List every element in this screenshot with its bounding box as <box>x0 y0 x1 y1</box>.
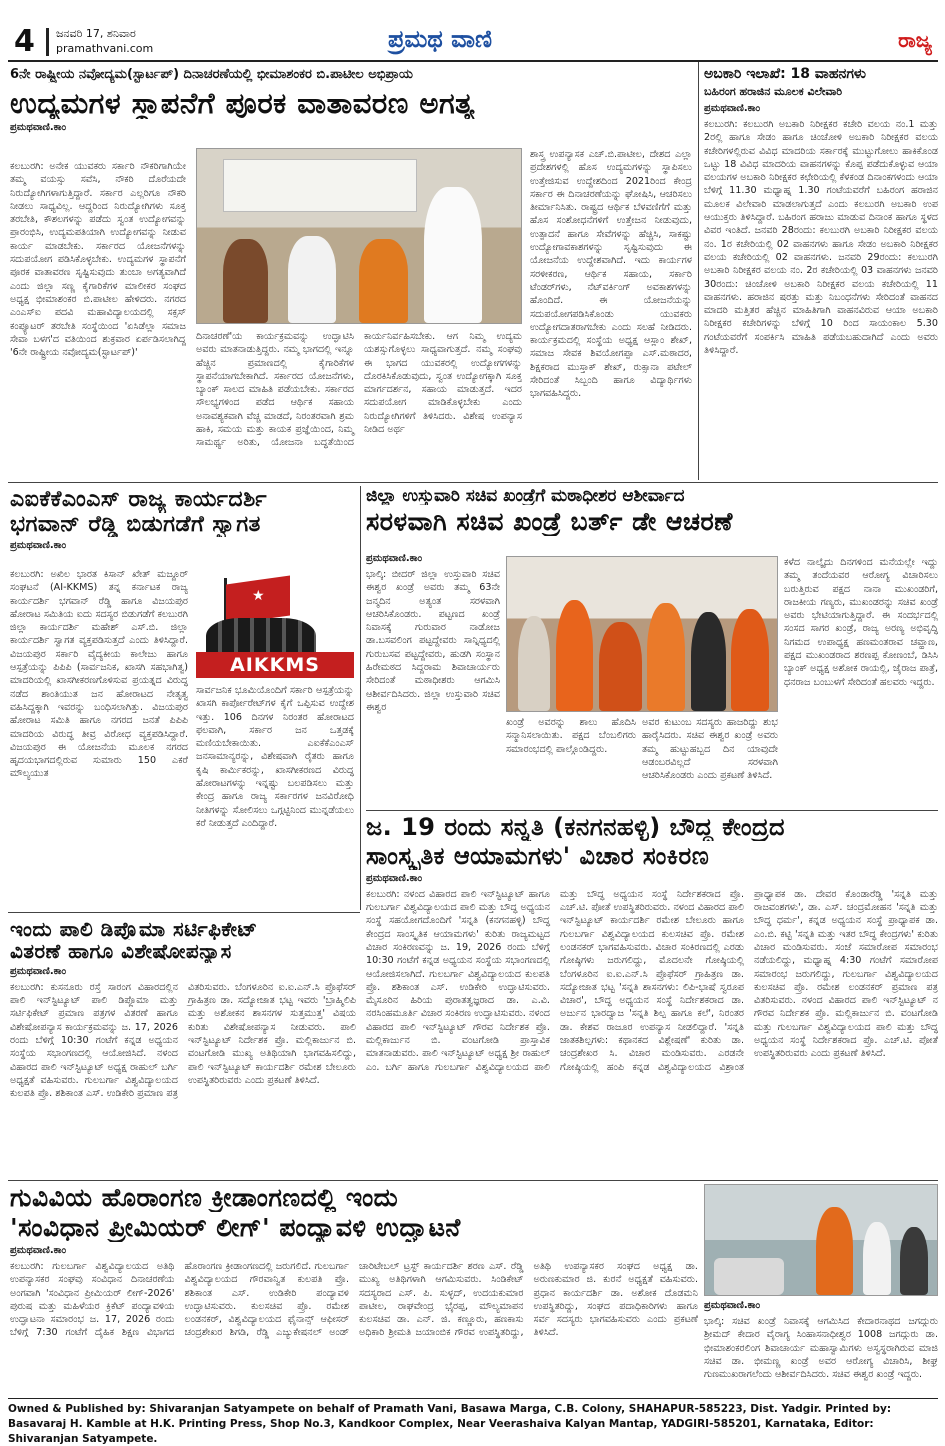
story-headline: ಸರಳವಾಗಿ ಸಚಿವ ಖಂಡ್ರೆ ಬರ್ತ್ ಡೇ ಆಚರಣೆ <box>366 508 733 536</box>
story-credit: ಪ್ರಮಥವಾಣಿ.ಕಾಂ <box>10 540 67 552</box>
story-kicker: 6ನೇ ರಾಷ್ಟ್ರೀಯ ನವೋದ್ಯಮ(ಸ್ಟಾರ್ಟಪ್) ದಿನಾಚರಣೆಯಲ್ಲಿ ಭೀಮಾಶಂಕರ ಬಿ.ಪಾಟೀಲ ಅಭಿಪ್ರಾಯ <box>10 67 413 82</box>
imprint-footer: Owned & Published by: Shivaranjan Satyampete on behalf of Pramath Vani, Basawa Marga, C.B. Colony, SHAHAPUR-585223, Dist. Yadgir. Printed by: Basavaraj H. Kamble at H.K. Printing Press, Shop No.3, Kandkoor Complex, Near Veerashaiva Kalyan Mantap, YADGIRI-585201, Karnataka, Editor: Shivaranjan Satyampete. <box>8 1398 938 1438</box>
story-credit: ಪ್ರಮಥವಾಣಿ.ಕಾಂ <box>704 1300 761 1311</box>
logo-text: AIKKMS <box>196 652 354 678</box>
star-icon: ★ <box>252 588 265 604</box>
story-body-left: ಕಲಬುರಗಿ: ಅನೇಕ ಯುವಕರು ಸರ್ಕಾರಿ ನೌಕರಿಗಾಗಿಯೇ ತಮ್ಮ ವಯಸ್ಸು ಸವೆಸಿ, ನೌಕರಿ ದೊರೆಯದೇ ನಿರುದ್ಯೋಗಿಗಳಾಗುತ್ತಿದ್ದಾರೆ. ಸರ್ಕಾರ ಎಲ್ಲರಿಗೂ ನೌಕರಿ ನೀಡಲು ಸಾಧ್ಯವಿಲ್ಲ. ಆದ್ದರಿಂದ ನಿರುದ್ಯೋಗಿಗಳು ಸೂಕ್ತ ತರಬೇತಿ, ಕೌಶಲಗಳನ್ನು ಪಡೆದು ಸ್ವಂತ ಉದ್ಯೋಗವನ್ನು ಪ್ರಾರಂಭಿಸಿ, ಉದ್ಯಮಪತಿಯಾಗಿ ಉದ್ಯೋಗವನ್ನು ನೀಡುವ ಕಾರ್ಯ ಮಾಡಬೇಕು. ಸರ್ಕಾರದ ಯೋಜನೆಗಳನ್ನು ಸದುಪಯೋಗ ಪಡಿಸಿಕೊಳ್ಳಬೇಕು. ಉದ್ಯಮಗಳ ಸ್ಥಾಪನೆಗೆ ಪೂರಕ ವಾತಾವರಣ ಸೃಷ್ಟಿಸುವುದು ತುಂಬಾ ಅಗತ್ಯವಾಗಿದೆ ಎಂದು ಜಿಲ್ಲಾ ಸಣ್ಣ ಕೈಗಾರಿಕೆಗಳ ಮಾಲೀಕರ ಸಂಘದ ಅಧ್ಯಕ್ಷ ಭೀಮಾಶಂಕರ ಬಿ.ಪಾಟೀಲ ಹೇಳಿದರು. ನಗರದ ಎಂಎಸ್ಐ ಪದವಿ ಮಹಾವಿದ್ಯಾಲಯದಲ್ಲಿ ಸಕ್ಸಸ್ ಕಂಪ್ಯೂಟರ್ ತರಬೇತಿ ಸಂಸ್ಥೆಯಿಂದ 'ಏಸಿಡೆಲ್ಲಾ ಸಮಾಜ ಸೇವಾ ಬಳಗ'ದ ವತಿಯಿಂದ ಶುಕ್ರವಾರ ಏರ್ಪಡಿಸಲಾಗಿದ್ದ '6ನೇ ರಾಷ್ಟ್ರೀಯ ನವೋದ್ಯಮ(ಸ್ಟಾರ್ಟಪ್)' <box>10 161 186 359</box>
story-sannati-seminar <box>366 814 938 1176</box>
story-headline-line2: ವಿತರಣೆ ಹಾಗೂ ವಿಶೇಷೋಪನ್ಯಾಸ <box>10 940 232 963</box>
story-body-left: ಕಲಬುರಗಿ: ಅಖಿಲ ಭಾರತ ಕಿಸಾನ್ ಖೇತ್ ಮಜ್ದೂರ್ ಸಂಘಟನೆ (AI-KKMS) ತನ್ನ ಕರ್ನಾಟಕ ರಾಜ್ಯ ಕಾರ್ಯದರ್ಶಿ ಭಗವಾನ್ ರೆಡ್ಡಿ ಹಾಗೂ ವಿಜಯಪುರ ಹೋರಾಟ ಸಮಿತಿಯ ಐದು ಸದಸ್ಯರ ಬಿಡುಗಡೆಗೆ ಕಲಬುರಗಿ ಜಿಲ್ಲಾ ಕಾರ್ಯದರ್ಶಿ ಮಹೇಶ್ ಎಸ್.ಬಿ. ಜಿಲ್ಲಾ ಕಾರ್ಯದರ್ಶಿ ಸ್ವಾಗತ ವ್ಯಕ್ತಪಡಿಸುತ್ತದೆ ಎಂದು ತಿಳಿಸಿದ್ದಾರೆ. ವಿಜಯಪುರ ಸರ್ಕಾರಿ ವೈದ್ಯಕೀಯ ಕಾಲೇಜು ಹಾಗೂ ಆಸ್ಪತ್ರೆಯನ್ನು ಪಿಪಿಪಿ (ಸಾರ್ವಜನಿಕ, ಖಾಸಗಿ ಸಹಭಾಗಿತ್ವ) ಮಾದರಿಯಲ್ಲಿ ಖಾಸಗೀಕರಣಗೊಳಿಸುವ ಪ್ರಯತ್ನದ ವಿರುದ್ಧ ನಡೆದ ಶಾಂತಿಯುತ ಜನ ಹೋರಾಟದ ನೇತೃತ್ವ ವಹಿಸಿದ್ದಕ್ಕಾಗಿ ಇವರನ್ನು ಬಂಧಿಸಲಾಗಿತ್ತು. ವಿಜಯಪುರ ಹೋರಾಟ ಸಮಿತಿ ಹಾಗೂ ನಗರದ ಜನತೆ ಪಿಪಿಪಿ ಮಾದರಿಯ ವಿರುದ್ಧ ತೀವ್ರ ವಿರೋಧ ವ್ಯಕ್ತಪಡಿಸಿದ್ದಾರೆ. ವಿಜಯಪುರ ಈ ಯೋಜನೆಯ ಮೂಲಕ ನಗರದ ಹೃದಯಭಾಗದಲ್ಲಿರುವ ಸುಮಾರು 150 ಎಕರೆ ಮೌಲ್ಯಯುತ <box>10 569 188 780</box>
photo-caption-right: ಅವರ ಕುಟುಂಬ ಸದಸ್ಯರು ಹಾಜರಿದ್ದು ಶುಭ ಹಾರೈಸಿದರು. ಸಚಿವ ಈಶ್ವರ ಖಂಡ್ರೆ ಅವರು ತಮ್ಮ ಹುಟ್ಟುಹಬ್ಬದ ದಿನ ಯಾವುದೇ ಆಡಂಬರವಿಲ್ಲದೆ ಸರಳವಾಗಿ ಆಚರಿಸಿಕೊಂಡರು ಎಂದು ಪ್ರಕಟಣೆ ತಿಳಿಸಿದೆ. <box>642 717 778 782</box>
page-number: 4 <box>14 24 35 59</box>
story-body: ಕಲಬುರಗಿ: ನಳಂದ ವಿಹಾರದ ಪಾಲಿ ಇನ್‌ಸ್ಟಿಟ್ಯೂಟ್ ಹಾಗೂ ಗುಲಬರ್ಗಾ ವಿಶ್ವವಿದ್ಯಾಲಯದ ಪಾಲಿ ಮತ್ತು ಬೌದ್ಧ ಅಧ್ಯಯನ ಸಂಸ್ಥೆ ಸಹಯೋಗದೊಂದಿಗೆ 'ಸನ್ನತಿ (ಕನಗನಹಳ್ಳಿ) ಬೌದ್ಧ ಕೇಂದ್ರದ ಸಾಂಸ್ಕೃತಿಕ ಆಯಾಮಗಳು' ಕುರಿತು ರಾಜ್ಯಮಟ್ಟದ ವಿಚಾರ ಸಂಕಿರಣವನ್ನು ಜ. 19, 2026 ರಂದು ಬೆಳಿಗ್ಗೆ 10:30 ಗಂಟೆಗೆ ಕನ್ನಡ ಅಧ್ಯಯನ ಸಂಸ್ಥೆಯ ಸಭಾಂಗಣದಲ್ಲಿ ಆಯೋಜಿಸಲಾಗಿದೆ. ಗುಲಬರ್ಗಾ ವಿಶ್ವವಿದ್ಯಾಲಯದ ಕುಲಪತಿ ಪ್ರೊ. ಶಶಿಕಾಂತ ಎಸ್. ಉಡಿಕೇರಿ ಉದ್ಘಾಟಿಸುವರು. ಮೈಸೂರಿನ ಹಿರಿಯ ಪುರಾತತ್ವಜ್ಞರಾದ ಡಾ. ಎ.ವಿ. ನರಸಿಂಹಮೂರ್ತಿ ವಿಚಾರ ಸಂಕಿರಣ ಉದ್ಘಾಟಿಸುವರು. ನಳಂದ ವಿಹಾರದ ಪಾಲಿ ಇನ್‌ಸ್ಟಿಟ್ಯೂಟ್ ಗೌರವ ನಿರ್ದೇಶಕ ಪ್ರೊ. ಮಲ್ಲಿಕಾರ್ಜುನ ಬಿ. ವಂಟಗೋಡಿ ಪ್ರಾಸ್ತಾವಿಕ ಮಾತನಾಡುವರು. ಪಾಲಿ ಇನ್‌ಸ್ಟಿಟ್ಯೂಟ್ ಅಧ್ಯಕ್ಷ ಶ್ರೀ ರಾಹುಲ್ ಎಂ. ಬರ್ಗಿ ಹಾಗೂ ಗುಲಬರ್ಗಾ ವಿಶ್ವವಿದ್ಯಾಲಯದ ಪಾಲಿ ಮತ್ತು ಬೌದ್ಧ ಅಧ್ಯಯನ ಸಂಸ್ಥೆ ನಿರ್ದೇಶಕರಾದ ಪ್ರೊ. ಎಚ್.ಟಿ. ಪೋತೆ ಉಪಸ್ಥಿತರಿರುವರು. ನಳಂದ ವಿಹಾರದ ಪಾಲಿ ಇನ್‌ಸ್ಟಿಟ್ಯೂಟ್ ಕಾರ್ಯದರ್ಶಿ ರಮೇಶ ಬೇಲೂರು ಹಾಗೂ ಗುಲಬರ್ಗಾ ವಿಶ್ವವಿದ್ಯಾಲಯದ ಕುಲಸಚಿವ ಪ್ರೊ. ರಮೇಶ ಲಂಡನಕರ್ ಭಾಗವಹಿಸುವರು. ವಿಚಾರ ಸಂಕಿರಣದಲ್ಲಿ ಎರಡು ಗೋಷ್ಠಿಗಳು ಜರುಗಲಿದ್ದು, ಮೊದಲನೇ ಗೋಷ್ಠಿಯಲ್ಲಿ ಬೆಂಗಳೂರಿನ ಐ.ಐ.ಎನ್.ಸಿ ಪ್ರೊಫೆಸರ್ ಗ್ರಾಹಿತ್ರಣ ಡಾ. ಸದ್ಯೋಜಾತ ಭಟ್ಟ 'ಸನ್ನತಿ ಶಾಸನಗಳು: ಲಿಪಿ-ಭಾಷೆ ಸ್ವರೂಪ ವಿಚಾರ', ಬೌದ್ಧ ಅಧ್ಯಯನ ಸಂಸ್ಥೆ ನಿರ್ದೇಶಕರಾದ ಡಾ. ಅರ್ಜುನ ಭಾರದ್ವಾಜ 'ಸನ್ನತಿ ಶಿಲ್ಪ ಹಾಗೂ ಕಲೆ', ನಿರಂತರ ಡಾ. ಕೇಶವ ರಾಜೂರ ಉಪನ್ಯಾಸ ನೀಡಲಿದ್ದಾರೆ. 'ಸನ್ನತಿ ಜಾತಕಶಿಲ್ಪಗಳು: ಕಥಾನಕದ ವಿಶ್ಲೇಷಣೆ' ಕುರಿತು ಡಾ. ಚಂದ್ರಶೇಖರ ಸಿ. ವಿಚಾರ ಮಂಡಿಸುವರು. ಎರಡನೇ ಗೋಷ್ಠಿಯಲ್ಲಿ ಹಂಪಿ ಕನ್ನಡ ವಿಶ್ವವಿದ್ಯಾಲಯದ ವಿಶ್ರಾಂತ ಪ್ರಾಧ್ಯಾಪಕ ಡಾ. ದೇವರ ಕೊಂಡಾರೆಡ್ಡಿ 'ಸನ್ನತಿ ಮತ್ತು ರಾಜವಂಶಗಳು', ಡಾ. ಎಸ್. ಚಂದ್ರಮೋಹನ 'ಸನ್ನತಿ ಮತ್ತು ಬೌದ್ಧ ಧರ್ಮ', ಕನ್ನಡ ಅಧ್ಯಯನ ಸಂಸ್ಥೆ ಪ್ರಾಧ್ಯಾಪಕ ಡಾ. ಎಂ.ಬಿ. ಕಟ್ಟಿ 'ಸನ್ನತಿ ಮತ್ತು ಇತರ ಬೌದ್ಧ ಕೇಂದ್ರಗಳು' ಕುರಿತು ವಿಚಾರ ಮಂಡಿಸುವರು. ಸಂಜೆ ಸಮಾರೋಪ ಸಮಾರಂಭ ನಡೆಯಲಿದ್ದು, ಮಧ್ಯಾಹ್ನ 4:30 ಗಂಟೆಗೆ ಸಮಾರೋಪ ಸಮಾರಂಭ ಜರುಗಲಿದ್ದು, ಗುಲಬರ್ಗಾ ವಿಶ್ವವಿದ್ಯಾಲಯದ ಕುಲಸಚಿವ ಪ್ರೊ. ರಮೇಶ ಲಂಡನಕರ್ ಪ್ರಮಾಣ ಪತ್ರ ವಿತರಿಸುವರು. ನಳಂದ ವಿಹಾರದ ಪಾಲಿ ಇನ್‌ಸ್ಟಿಟ್ಯೂಟ್ ನ ಗೌರವ ನಿರ್ದೇಶಕ ಪ್ರೊ. ಮಲ್ಲಿಕಾರ್ಜುನ ಬಿ. ವಂಟಗೋಡಿ ಮತ್ತು ಗುಲಬರ್ಗಾ ವಿಶ್ವವಿದ್ಯಾಲಯದ ಪಾಲಿ ಮತ್ತು ಬೌದ್ಧ ಅಧ್ಯಯನ ಸಂಸ್ಥೆ ನಿರ್ದೇಶಕರಾದ ಪ್ರೊ. ಎಚ್.ಟಿ. ಪೋತೆ ಉಪಸ್ಥಿತರಿರುವರು ಎಂದು ಪ್ರಕಟಣೆ ತಿಳಿಸಿದೆ. <box>366 888 938 1073</box>
website-link[interactable]: pramathvani.com <box>56 42 154 55</box>
story-credit: ಪ್ರಮಥವಾಣಿ.ಕಾಂ <box>10 1245 67 1256</box>
story-headline-line2: ಸಾಂಸ್ಕೃತಿಕ ಆಯಾಮಗಳು' ವಿಚಾರ ಸಂಕಿರಣ <box>366 842 710 870</box>
story-headline-line1: ಇಂದು ಪಾಲಿ ಡಿಪ್ಲೊಮಾ ಸರ್ಟಿಫಿಕೇಟ್ <box>10 918 258 941</box>
story-khandre-birthday <box>366 488 938 548</box>
story-body-mid: ದಿನಾಚರಣೆ'ಯ ಕಾರ್ಯಕ್ರಮವನ್ನು ಉದ್ಘಾಟಿಸಿ ಅವರು ಮಾತನಾಡುತ್ತಿದ್ದರು. ನಮ್ಮ ಭಾಗದಲ್ಲಿ ಇನ್ನೂ ಹೆಚ್ಚಿನ ಪ್ರಮಾಣದಲ್ಲಿ ಕೈಗಾರಿಕೆಗಳ ಸ್ಥಾಪನೆಯಾಗಬೇಕಾಗಿದೆ. ಸರ್ಕಾರದ ಯೋಜನೆಗಳು, ಬ್ಯಾಂಕ್ ಸಾಲದ ಮಾಹಿತಿ ಪಡೆಯಬೇಕು. ಸರ್ಕಾರದ ಸೌಲಭ್ಯಗಳಿಂದ ಪಡೆದ ಆರ್ಥಿಕ ಸಹಾಯ ಅನಾವಶ್ಯಕವಾಗಿ ವೆಚ್ಚ ಮಾಡದೆ, ನಿರಂತರವಾಗಿ ಶ್ರಮ ಹಾಕಿ, ಸಮಯ ಮತ್ತು ಕಾಯಕ ಪ್ರಜ್ಞೆಯಿಂದ, ನಿಮ್ಮ ಸಾಮರ್ಥ್ಯ ಅರಿತು, ಯೋಜನಾ ಬದ್ಧತೆಯಿಂದ ಕಾರ್ಯನಿರ್ವಹಿಸಬೇಕು. ಆಗ ನಿಮ್ಮ ಉದ್ಯಮ ಯಶಸ್ಸುಗೊಳ್ಳಲು ಸಾಧ್ಯವಾಗುತ್ತದೆ. ನಮ್ಮ ಸಂಘವು ಈ ಭಾಗದ ಯುವಕರಲ್ಲಿ ಉದ್ಯೋಗಗಳನ್ನು ದೊರಕಿಸಿಕೊಡುವುದು, ಸ್ವಂತ ಉದ್ಯೋಗಕ್ಕಾಗಿ ಸೂಕ್ತ ಮಾರ್ಗದರ್ಶನ, ಸಹಾಯ ಮಾಡುತ್ತದೆ. ಇದರ ಸದುಪಯೋಗ ಮಾಡಿಕೊಳ್ಳಬೇಕು ಎಂದು ನಿರುದ್ಯೋಗಿಗಳಿಗೆ ತಿಳಿಸಿದರು. ವಿಶೇಷ ಉಪನ್ಯಾಸ ನೀಡಿದ ಅರ್ಥ <box>196 331 522 449</box>
dateline <box>56 26 153 56</box>
story-body-left: ಭಾಲ್ಕಿ: ಬೀದರ್ ಜಿಲ್ಲಾ ಉಸ್ತುವಾರಿ ಸಚಿವ ಈಶ್ವರ ಖಂಡ್ರೆ ಅವರು ತಮ್ಮ 63ನೇ ಜನ್ಮದಿನ ಅತ್ಯಂತ ಸರಳವಾಗಿ ಆಚರಿಸಿಕೊಂಡರು. ಪಟ್ಟಣದ ಖಂಡ್ರೆ ನಿವಾಸಕ್ಕೆ ಗುರುವಾರ ನಾಡೋಜ ಡಾ.ಬಸವಲಿಂಗ ಪಟ್ಟದ್ದೇವರು ಸಾನ್ನಿಧ್ಯದಲ್ಲಿ ಗುರುಬಸವ ಪಟ್ಟದ್ದೇವರು, ಹುಡಗಿ ಸಂಸ್ಥಾನ ಹಿರೇಮಠದ ಸಿದ್ದರಾಮ ಶಿವಾಚಾರ್ಯರು ಸೇರಿದಂತೆ ಮಠಾಧೀಶರು ಆಗಮಿಸಿ ಆಶೀರ್ವದಿಸಿದರು. ಜಿಲ್ಲಾ ಉಸ್ತುವಾರಿ ಸಚಿವ ಈಶ್ವರ <box>366 569 500 713</box>
newspaper-logo <box>388 25 492 53</box>
story-headline-line2: ಭಗವಾನ್ ರೆಡ್ಡಿ ಬಿಡುಗಡೆಗೆ ಸ್ವಾಗತ <box>10 512 261 537</box>
issue-date: ಜನವರಿ 17, ಶನಿವಾರ <box>56 27 136 40</box>
masthead <box>8 22 938 62</box>
story-credit: ಪ್ರಮಥವಾಣಿ.ಕಾಂ <box>704 103 761 114</box>
story-excise-auction <box>704 66 938 478</box>
photo-caption-left: ಖಂಡ್ರೆ ಅವರನ್ನು ಶಾಲು ಹೊದಿಸಿ ಸನ್ಮಾನಿಸಲಾಯಿತು. ಪಕ್ಷದ ಬೆಂಬಲಿಗರು ಸಮಾರಂಭದಲ್ಲಿ ಪಾಲ್ಗೊಂಡಿದ್ದರು. <box>506 717 636 755</box>
story-body: ಕಲಬುರಗಿ: ಗುಲಬರ್ಗಾ ವಿಶ್ವವಿದ್ಯಾಲಯದ ಅತಿಥಿ ಉಪನ್ಯಾಸಕರ ಸಂಘವು ಸಂವಿಧಾನ ದಿನಾಚರಣೆಯ ಅಂಗವಾಗಿ 'ಸಂವಿಧಾನ ಪ್ರೀಮಿಯರ್ ಲೀಗ್-2026' ಪುರುಷ ಮತ್ತು ಮಹಿಳೆಯರ ಕ್ರಿಕೆಟ್ ಪಂದ್ಯಾವಳಿಯ ಉದ್ಘಾಟನಾ ಸಮಾರಂಭ ಜ. 17, 2026 ರಂದು ಬೆಳಿಗ್ಗೆ 7:30 ಗಂಟೆಗೆ ದೈಹಿಕ ಶಿಕ್ಷಣ ವಿಭಾಗದ ಹೊರಾಂಗಣ ಕ್ರೀಡಾಂಗಣದಲ್ಲಿ ಜರುಗಲಿದೆ. ಗುಲಬರ್ಗಾ ವಿಶ್ವವಿದ್ಯಾಲಯದ ಗೌರವಾನ್ವಿತ ಕುಲಪತಿ ಪ್ರೊ. ಶಶಿಕಾಂತ ಎಸ್. ಉಡಿಕೇರಿ ಪಂದ್ಯಾವಳಿ ಉದ್ಘಾಟಿಸುವರು. ಕುಲಸಚಿವ ಪ್ರೊ. ರಮೇಶ ಲಂಡನಕರ್, ವಿಶ್ವವಿದ್ಯಾಲಯದ ಫೈನಾನ್ಸ್ ಆಫೀಸರ್ ಚಂದ್ರಶೇಖರ ಶಿಗಡಿ, ರೆಡ್ಡಿ ಎಜ್ಯುಕೇಷನಲ್ ಅಂಡ್ ಚಾರಿಟೇಬಲ್ ಟ್ರಸ್ಟ್ ಕಾರ್ಯದರ್ಶಿ ಶರಣ ಎಸ್. ರೆಡ್ಡಿ ಮುಖ್ಯ ಅತಿಥಿಗಳಾಗಿ ಆಗಮಿಸುವರು. ಸಿಂಡಿಕೇಟ್ ಸದಸ್ಯರಾದ ಎಸ್. ಪಿ. ಸುಳ್ಳದ್, ಉದಯಕುಮಾರ ಪಾಟೀಲ, ರಾಘವೇಂದ್ರ ಭೈರಪ್ಪ, ಮೌಲ್ಯಮಾಪನ ಕುಲಸಚಿವ ಡಾ. ಎನ್. ಜಿ. ಕಣ್ಣೂರು, ಹಣಕಾಸು ಅಧಿಕಾರಿ ಶ್ರೀಮತಿ ಜಯಾಂಬಿಕ ಗೌರವ ಉಪಸ್ಥಿತರಿದ್ದು, ಅತಿಥಿ ಉಪನ್ಯಾಸಕರ ಸಂಘದ ಅಧ್ಯಕ್ಷ ಡಾ. ಅರುಣಕುಮಾರ ಜಿ. ಕುರನೆ ಅಧ್ಯಕ್ಷತೆ ವಹಿಸುವರು. ಪ್ರಧಾನ ಕಾರ್ಯದರ್ಶಿ ಡಾ. ಅಶೋಕ ದೊಡಮನಿ ಉಪಸ್ಥಿತರಿದ್ದು, ಸಂಘದ ಪದಾಧಿಕಾರಿಗಳು ಹಾಗೂ ಸರ್ವ ಸದಸ್ಯರು ಭಾಗವಹಿಸುವರು ಎಂದು ಪ್ರಕಟಣೆ ತಿಳಿಸಿದೆ. <box>10 1261 698 1339</box>
story-body-right: ಶಾಸ್ತ್ರ ಉಪನ್ಯಾಸಕ ಎಚ್.ಬಿ.ಪಾಟೀಲ, ದೇಶದ ಎಲ್ಲಾ ಪ್ರದೇಶಗಳಲ್ಲಿ ಹೊಸ ಉದ್ಯಮಗಳನ್ನು ಸ್ಥಾಪಿಸಲು ಉತ್ತೇಜಿಸುವ ಉದ್ದೇಶದಿಂದ 2021ರಿಂದ ಕೇಂದ್ರ ಸರ್ಕಾರ ಈ ದಿನಾಚರಣೆಯನ್ನು ಘೋಷಿಸಿ, ಆಚರಿಸಲು ತೀರ್ಮಾನಿಸಿತು. ರಾಷ್ಟ್ರದ ಆರ್ಥಿಕ ಬೆಳವಣಿಗೆಗೆ ಮತ್ತು ಹೊಸ ಸಂಶೋಧನೆಗಳಿಗೆ ಉತ್ತೇಜನ ನೀಡುವುದು, ಉತ್ಪಾದನೆ ಹಾಗೂ ಸೇವೆಗಳನ್ನು ಹೆಚ್ಚಿಸಿ, ಸಾಕಷ್ಟು ಉದ್ಯೋಗಾವಕಾಶಗಳನ್ನು ಸೃಷ್ಟಿಸುವುದು ಈ ಯೋಜನೆಯ ಉದ್ದೇಶವಾಗಿದೆ. ಇದು ಕಾರ್ಯಗಳ ಸರಳೀಕರಣ, ಆರ್ಥಿಕ ಸಹಾಯ, ಸರ್ಕಾರಿ ಟೆಂಡರ್‌ಗಳು, ನೆಟ್‌ವರ್ಕಿಂಗ್ ಅವಕಾಶಗಳನ್ನು ಹೊಂದಿದೆ. ಈ ಯೋಜನೆಯನ್ನು ಸದುಪಯೋಗಪಡಿಸಿಕೊಂಡು ಯುವಕರು ಉದ್ಯೋಗದಾತರಾಗಬೇಕು ಎಂದು ಸಲಹೆ ನೀಡಿದರು. ಕಾರ್ಯಕ್ರಮದಲ್ಲಿ ಸಂಸ್ಥೆಯ ಅಧ್ಯಕ್ಷ ಆಸ್ಲಾಂ ಶೇಖ್, ಸಮಾಜ ಸೇವಕ ಶಿವಯೋಗಪ್ಪಾ ಎಸ್.ಮಠಾದರ, ಶಿಕ್ಷಕರಾದ ಮುಸ್ತಾಕ್ ಶೇಖ್, ರುಕ್ಸಾನಾ ಪಟೇಲ್ ಸೇರಿದಂತೆ ಸಿಬ್ಬಂದಿ ಹಾಗೂ ವಿದ್ಯಾರ್ಥಿಗಳು ಭಾಗವಹಿಸಿದ್ದರು. <box>530 149 692 400</box>
divider <box>46 28 49 56</box>
story-credit: ಪ್ರಮಥವಾಣಿ.ಕಾಂ <box>366 553 423 564</box>
story-body: ಕಲಬುರಗಿ: ಕುಸನೂರು ರಸ್ತೆ ಸಾರಂಗ ವಿಹಾರದಲ್ಲಿನ ಪಾಲಿ ಇನ್‌ಸ್ಟಿಟ್ಯೂಟ್ ಪಾಲಿ ಡಿಪ್ಲೊಮಾ ಮತ್ತು ಸರ್ಟಿಫಿಕೇಟ್ ಪ್ರಮಾಣ ಪತ್ರಗಳ ವಿತರಣೆ ಹಾಗೂ ವಿಶೇಷೋಪನ್ಯಾಸ ಕಾರ್ಯಕ್ರಮವನ್ನು ಜ. 17, 2026 ರಂದು ಬೆಳಿಗ್ಗೆ 10:30 ಗಂಟೆಗೆ ಕನ್ನಡ ಅಧ್ಯಯನ ಸಂಸ್ಥೆಯ ಸಭಾಂಗಣದಲ್ಲಿ ಆಯೋಜಿಸಿದೆ. ನಳಂದ ವಿಹಾರದ ಪಾಲಿ ಇನ್‌ಸ್ಟಿಟ್ಯೂಟ್ ಅಧ್ಯಕ್ಷ ರಾಹುಲ್ ಬರ್ಗಿ ಅಧ್ಯಕ್ಷತೆ ವಹಿಸುವರು. ಗುಲಬರ್ಗಾ ವಿಶ್ವವಿದ್ಯಾಲಯದ ಕುಲಪತಿ ಪ್ರೊ. ಶಶಿಕಾಂತ ಎಸ್. ಉಡಿಕೇರಿ ಪ್ರಮಾಣ ಪತ್ರ ವಿತರಿಸುವರು. ಬೆಂಗಳೂರಿನ ಐ.ಐ.ಎನ್.ಸಿ ಪ್ರೊಫೆಸರ್ ಗ್ರಾಹಿತ್ರಣ ಡಾ. ಸದ್ಯೋಜಾತ ಭಟ್ಟ ಇವರು 'ಬ್ರಾಹ್ಮಿಲಿಪಿ ಮತ್ತು ಅಶೋಕನ ಶಾಸನಗಳ ಸುತ್ತಮುತ್ತ' ವಿಷಯ ಕುರಿತು ವಿಶೇಷೋಪನ್ಯಾಸ ನೀಡುವರು. ಪಾಲಿ ಇನ್‌ಸ್ಟಿಟ್ಯೂಟ್ ನಿರ್ದೇಶಕ ಪ್ರೊ. ಮಲ್ಲಿಕಾರ್ಜುನ ಬಿ. ವಂಟಗೋಡಿ ಮುಖ್ಯ ಅತಿಥಿಯಾಗಿ ಭಾಗವಹಿಸಲಿದ್ದು, ಪಾಲಿ ಇನ್‌ಸ್ಟಿಟ್ಯೂಟ್ ಕಾರ್ಯದರ್ಶಿ ರಮೇಶ ಬೇಲೂರು ಉಪಸ್ಥಿತರಿರುವರು ಎಂದು ಪ್ರಕಟಣೆ ತಿಳಿಸಿದೆ. <box>10 981 356 1100</box>
story-premier-league <box>10 1184 698 1396</box>
story-headline-line1: ಜ. 19 ರಂದು ಸನ್ನತಿ (ಕನಗನಹಳ್ಳಿ) ಬೌದ್ಧ ಕೇಂದ್ರದ <box>366 814 786 841</box>
blessing-photo <box>506 556 778 712</box>
story-credit: ಪ್ರಮಥವಾಣಿ.ಕಾಂ <box>10 965 67 977</box>
story-body-right: ಸಾರ್ವಜನಿಕ ಭೂಮಿಯೊಂದಿಗೆ ಸರ್ಕಾರಿ ಆಸ್ಪತ್ರೆಯನ್ನು ಖಾಸಗಿ ಕಾರ್ಪೋರೇಟ್‌ಗಳ ಕೈಗೆ ಒಪ್ಪಿಸುವ ಉದ್ದೇಶ ಇತ್ತು. 106 ದಿನಗಳ ನಿರಂತರ ಹೋರಾಟದ ಫಲವಾಗಿ, ಸರ್ಕಾರ ಜನ ಒತ್ತಡಕ್ಕೆ ಮಣಿಯಬೇಕಾಯಿತು. ಎಐಕೆಕೆಎಂಎಸ್ ಜನಸಾಮಾನ್ಯರನ್ನು, ವಿಶೇಷವಾಗಿ ರೈತರು ಹಾಗೂ ಕೃಷಿ ಕಾರ್ಮಿಕರನ್ನು, ಖಾಸಗೀಕರಣದ ವಿರುದ್ಧ ಹೋರಾಟಗಳನ್ನು ಇನ್ನಷ್ಟು ಬಲಪಡಿಸಲು ಮತ್ತು ಕೇಂದ್ರ ಹಾಗೂ ರಾಜ್ಯ ಸರ್ಕಾರಗಳ ಜನವಿರೋಧಿ ನೀತಿಗಳನ್ನು ಸೋಲಿಸಲು ಒಗ್ಗಟ್ಟಿನಿಂದ ಮುನ್ನಡೆಯಲು ಕರೆ ನೀಡುತ್ತದೆ ಎಂದಿದ್ದಾರೆ. <box>196 685 354 829</box>
story-body: ಕಲಬುರಗಿ: ಕಲಬುರಗಿ ಅಬಕಾರಿ ನಿರೀಕ್ಷಕರ ಕಚೇರಿ ವಲಯ ನಂ.1 ಮತ್ತು 2ರಲ್ಲಿ ಹಾಗೂ ಸೇಡಂ ಹಾಗೂ ಚಿಂಚೋಳಿ ಅಬಕಾರಿ ನಿರೀಕ್ಷಕರ ವಲಯ ಕಚೇರಿಗಳಲ್ಲಿರುವ ವಿವಿಧ ಮಾದರಿಯ ಸರ್ಕಾರಕ್ಕೆ ಮುಟ್ಟುಗೋಲು ಹಾಕಿಕೊಂಡ ಒಟ್ಟು 18 ವಿವಿಧ ಮಾದರಿಯ ವಾಹನಗಳನ್ನು ಕೊಪ್ಪ ಪಡೆದುಕೊಳ್ಳುವ ಆಯಾ ವಲಯಗಳ ಅಬಕಾರಿ ನಿರೀಕ್ಷಕರ ಕಛೇರಿಯಲ್ಲಿ ಕೆಳಕಂಡ ದಿನಾಂಕಗಳಂದು ಆಯಾ ಬೆಳಿಗ್ಗೆ 11.30 ಮಧ್ಯಾಹ್ನ 1.30 ಗಂಟೆಯವರೆಗೆ ಬಹಿರಂಗ ಹರಾಜಿನ ಮೂಲಕ ವಿಲೇವಾರಿ ಮಾಡಲಾಗುತ್ತದೆ ಎಂದು ಕಲಬುರಗಿ ಅಬಕಾರಿ ಉಪ ಆಯುಕ್ತರು ತಿಳಿಸಿದ್ದಾರೆ. ಬಹಿರಂಗ ಹರಾಜು ಮಾಡುವ ದಿನಾಂಕ ಹಾಗೂ ಸ್ಥಳದ ವಿವರ ಇಂತಿದೆ. ಜನವರಿ 28ರಂದು: ಕಲಬುರಗಿ ಅಬಕಾರಿ ನಿರೀಕ್ಷಕರ ವಲಯ ನಂ. 1ರ ಕಚೇರಿಯಲ್ಲಿ 02 ವಾಹನಗಳು ಹಾಗೂ ಸೇಡಂ ಅಬಕಾರಿ ನಿರೀಕ್ಷಕರ ವಲಯ ಕಚೇರಿಯಲ್ಲಿ 02 ವಾಹನಗಳು. ಜನವರಿ 29ರಂದು: ಕಲಬುರಗಿ ಅಬಕಾರಿ ನಿರೀಕ್ಷಕರ ವಲಯ ನಂ. 2ರ ಕಚೇರಿಯಲ್ಲಿ 03 ವಾಹನಗಳು ಜನವರಿ 30ರಂದು: ಚಿಂಚೋಳಿ ಅಬಕಾರಿ ನಿರೀಕ್ಷಕರ ವಲಯ ಕಚೇರಿಯಲ್ಲಿ 11 ವಾಹನಗಳು. ಹರಾಜಿನ ಷರತ್ತು ಮತ್ತು ನಿಬಂಧನೆಗಳು ಸೇರಿದಂತೆ ವಾಹನದ ಮಾದರಿ ಮತ್ತಿತರ ಹೆಚ್ಚಿನ ಮಾಹಿತಿಗಾಗಿ ವಾಹನವಿರುವ ಆಯಾ ಅಬಕಾರಿ ನಿರೀಕ್ಷಕರ ಕಚೇರಿಗಳನ್ನು ಬೆಳಿಗ್ಗೆ 10 ರಿಂದ ಸಾಯಂಕಾಲ 5.30 ಗಂಟೆಯವರೆಗೆ ಸಂಪರ್ಕಿಸಿ ಮಾಹಿತಿ ಪಡೆಯಬಹುದಾಗಿದೆ ಎಂದು ಅವರು ತಿಳಿಸಿದ್ದಾರೆ. <box>704 119 938 357</box>
story-credit: ಪ್ರಮಥವಾಣಿ.ಕಾಂ <box>10 122 67 134</box>
story-hospital-visit <box>704 1300 938 1396</box>
story-headline: ಉದ್ಯಮಗಳ ಸ್ಥಾಪನೆಗೆ ಪೂರಕ ವಾತಾವರಣ ಅಗತ್ಯ <box>10 87 476 120</box>
section-label: ರಾಜ್ಯ <box>898 28 932 52</box>
story-headline-line1: ಗುವಿವಿಯ ಹೊರಾಂಗಣ ಕ್ರೀಡಾಂಗಣದಲ್ಲಿ ಇಂದು <box>10 1184 399 1212</box>
story-credit: ಪ್ರಮಥವಾಣಿ.ಕಾಂ <box>366 872 423 884</box>
story-pali-diploma <box>10 918 356 1176</box>
whiteboard <box>223 159 417 211</box>
aikkms-logo <box>196 572 354 678</box>
brand-part1: ಪ್ರಮಥ <box>388 25 443 53</box>
story-headline-line2: 'ಸಂವಿಧಾನ ಪ್ರೀಮಿಯರ್ ಲೀಗ್' ಪಂದ್ಯಾವಳಿ ಉದ್ಘಾಟನೆ <box>10 1214 461 1242</box>
story-headline: ಅಬಕಾರಿ ಇಲಾಖೆ: 18 ವಾಹನಗಳು <box>704 66 866 82</box>
story-body-right: ಕಳೆದ ನಾಲ್ಕೈದು ದಿನಗಳಿಂದ ಮನೆಯಲ್ಲೇ ಇದ್ದು ತಮ್ಮ ತಂದೆಯವರ ಆರೋಗ್ಯ ವಿಚಾರಿಸಲು ಬರುತ್ತಿರುವ ಪಕ್ಷದ ನಾನಾ ಮುಖಂಡರಿಗೆ, ರಾಜಕೀಯ ಗಣ್ಯರು, ಮುಖಂಡರನ್ನು ಸಚಿವ ಖಂಡ್ರೆ ಅವರು ಭೇಟಿಯಾಗುತ್ತಿದ್ದಾರೆ. ಈ ಸಂದರ್ಭದಲ್ಲಿ ಸಂಸದ ಸಾಗರ ಖಂಡ್ರೆ, ರಾಜ್ಯ ಅರಣ್ಯ ಅಭಿವೃದ್ಧಿ ನಿಗಮದ ಉಪಾಧ್ಯಕ್ಷ ಹಣಮಂತರಾವ ಚವ್ಹಾಣ, ಪಕ್ಷದ ಮುಖಂಡರಾದ ಶರಣಪ್ಪ ಕೋಣಂಬೆ, ಡಿಸಿಸಿ ಬ್ಯಾಂಕ್ ಅಧ್ಯಕ್ಷ ಅಶೋಕ ರಾಯಲ್ಲಿ, ಜೈರಾಜ ಪಾತ್ರೆ, ಧನರಾಜ ಬಂಬುಳಗೆ ಸೇರಿದಂತೆ ಹಲವರು ಇದ್ದರು. <box>784 557 938 688</box>
story-headline-line1: ಎಐಕೆಕೆಎಂಎಸ್ ರಾಜ್ಯ ಕಾರ್ಯದರ್ಶಿ <box>10 488 268 512</box>
story-kicker: ಜಿಲ್ಲಾ ಉಸ್ತುವಾರಿ ಸಚಿವ ಖಂಡ್ರೆಗೆ ಮಠಾಧೀಶರ ಆಶೀರ್ವಾದ <box>366 488 685 505</box>
hospital-visit-photo <box>704 1184 938 1296</box>
story-body: ಭಾಲ್ಕಿ: ಸಚಿವ ಖಂಡ್ರೆ ನಿವಾಸಕ್ಕೆ ಆಗಮಿಸಿದ ಕೇದಾರನಾಥದ ಜಗದ್ಗುರು ಶ್ರೀಮದ್ ಕೇದಾರ ವೈರಾಗ್ಯ ಸಿಂಹಾಸನಾಧೀಶ್ವರ 1008 ಜಗದ್ಗುರು ಡಾ. ಭೀಮಾಶಂಕರಲಿಂಗ ಶಿವಾಚಾರ್ಯ ಮಹಾಸ್ವಾಮಿಗಳು ಅಸ್ವಸ್ಥರಾಗಿರುವ ಮಾಜಿ ಸಚಿವ ಡಾ. ಭೀಮಣ್ಣ ಖಂಡ್ರೆ ಅವರ ಆರೋಗ್ಯ ವಿಚಾರಿಸಿ, ಶೀಘ್ರ ಗುಣಮುಖರಾಗಲೆಂದು ಆಶೀರ್ವದಿಸಿದರು. ಸಚಿವ ಈಶ್ವರ ಖಂಡ್ರೆ ಇದ್ದರು. <box>704 1316 938 1381</box>
brand-part2: ವಾಣಿ <box>451 25 493 53</box>
story-subheadline: ಬಹಿರಂಗ ಹರಾಜಿನ ಮೂಲಕ ವಿಲೇವಾರಿ <box>704 85 843 98</box>
event-photo <box>196 148 522 324</box>
